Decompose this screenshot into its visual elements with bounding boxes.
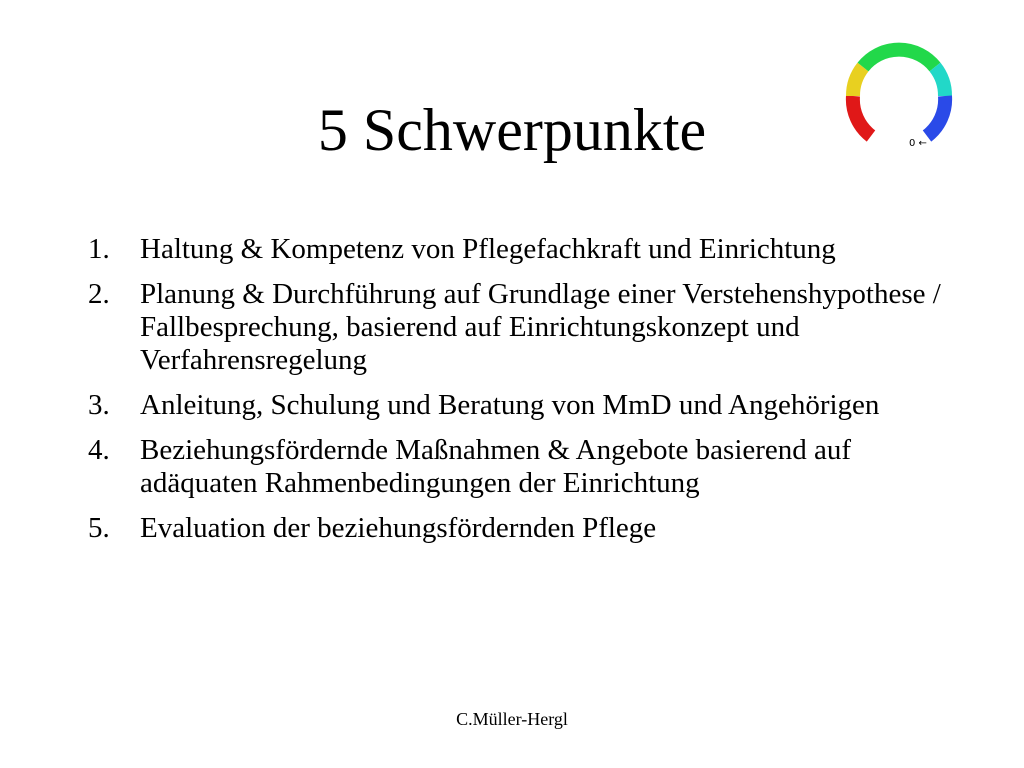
logo-text: 0 ← — [909, 138, 927, 149]
point-list — [88, 233, 968, 557]
list-item — [88, 434, 968, 500]
list-item-text: Evaluation der beziehungsfördernden Pflege — [140, 512, 657, 544]
list-item-text: Haltung & Kompetenz von Pflegefachkraft und Einrichtung — [140, 233, 836, 265]
list-item-text: Anleitung, Schulung und Beratung von MmD und Angehörigen — [140, 389, 880, 421]
color-ring-logo-icon — [843, 40, 955, 152]
list-item-number: 1. — [88, 233, 110, 265]
list-item-number: 4. — [88, 434, 110, 466]
list-item — [88, 389, 968, 422]
list-item-text: Beziehungsfördernde Maßnahmen & Angebote basierend auf adäquaten Rahmenbedingungen der Einrichtung — [140, 434, 852, 499]
list-item — [88, 278, 968, 377]
list-item — [88, 233, 968, 266]
slide-title: 5 Schwerpunkte — [317, 97, 707, 163]
footer-author: C.Müller-Hergl — [456, 709, 568, 729]
list-item-number: 2. — [88, 278, 110, 310]
list-item-text: Planung & Durchführung auf Grundlage einer Verstehenshypothese / Fallbesprechung, basierend auf Einrichtungskonzept und Verfahrensregelung — [140, 278, 941, 376]
list-item — [88, 512, 968, 545]
list-item-number: 5. — [88, 512, 110, 544]
list-item-number: 3. — [88, 389, 110, 421]
